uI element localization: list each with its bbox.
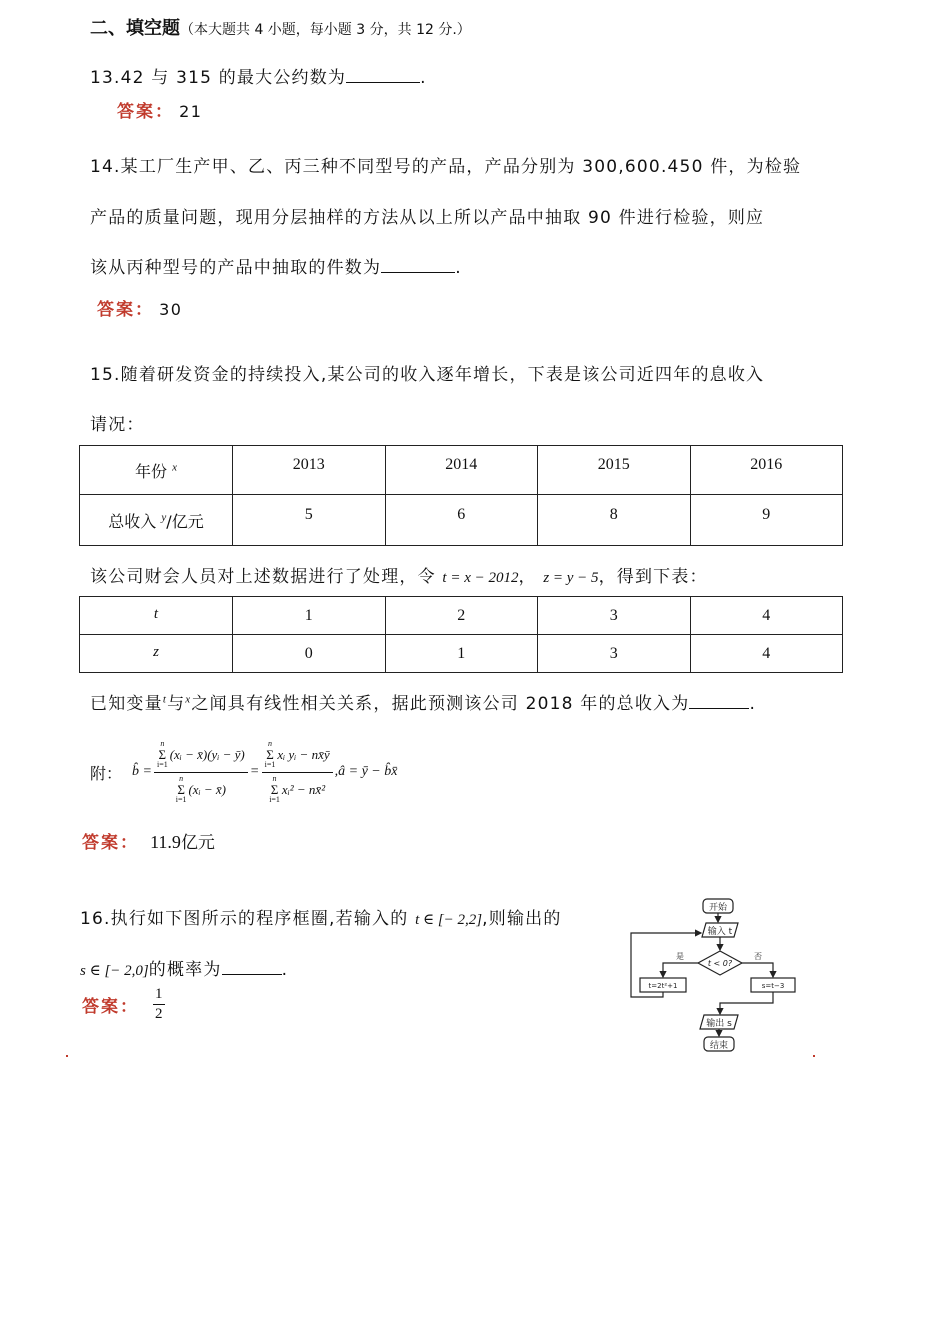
flow-yes-label: 是 bbox=[676, 952, 684, 961]
sum-upper: n bbox=[179, 774, 184, 783]
flow-start-label: 开始 bbox=[708, 903, 728, 913]
corner-mark-left bbox=[66, 1055, 68, 1057]
year-cell: 2013 bbox=[233, 446, 386, 495]
z-cell: 3 bbox=[538, 635, 691, 673]
year-cell: 2014 bbox=[385, 446, 538, 495]
formula-fraction-1 bbox=[154, 740, 248, 804]
summation bbox=[157, 740, 168, 769]
revenue-cell: 9 bbox=[690, 495, 843, 546]
summation bbox=[265, 740, 276, 769]
z-cell: 1 bbox=[385, 635, 538, 673]
transformed-table bbox=[79, 596, 843, 673]
answer-blank bbox=[689, 694, 749, 709]
q16-line-1-suffix: ,则输出的 bbox=[482, 909, 562, 929]
q16-s-range: s ∈ [− 2,0] bbox=[80, 963, 149, 979]
year-var: x bbox=[172, 461, 177, 474]
fraction-2-numerator bbox=[262, 740, 333, 773]
regression-formula bbox=[90, 734, 397, 810]
flow-yes-box-label: t=2t²+1 bbox=[648, 982, 678, 990]
q16-line-2 bbox=[80, 955, 288, 980]
section-note: （本大题共 4 小题，每小题 3 分，共 12 分.） bbox=[180, 22, 471, 38]
flow-end-label: 结束 bbox=[709, 1041, 729, 1051]
question-part-3: 之闻具有线性相关关系，据此预测该公司 2018 年的总收入为 bbox=[191, 694, 690, 714]
transform-sep: ， bbox=[518, 567, 537, 587]
q13-answer bbox=[117, 97, 202, 122]
q16-line-2-suffix: 的概率为 bbox=[148, 960, 222, 980]
fraction-1-denominator bbox=[173, 773, 229, 804]
q14-line-3-text: 该从丙种型号的产品中抽取的件数为 bbox=[90, 258, 382, 278]
fraction-2-den-expr: xᵢ² − nx̄² bbox=[281, 781, 326, 797]
q13-text: 13.42 与 315 的最大公约数为 bbox=[90, 68, 347, 88]
row-header-revenue bbox=[80, 495, 233, 546]
revenue-cell: 5 bbox=[233, 495, 386, 546]
answer-label: 答案： bbox=[82, 833, 139, 853]
sigma-symbol: Σ bbox=[270, 782, 279, 797]
revenue-cell: 6 bbox=[385, 495, 538, 546]
year-cell: 2016 bbox=[690, 446, 843, 495]
fraction-2-denominator bbox=[266, 773, 328, 804]
answer-numerator: 1 bbox=[153, 986, 165, 1005]
sum-upper: n bbox=[160, 739, 165, 748]
q14-answer-value: 30 bbox=[159, 300, 183, 319]
flow-no-label: 否 bbox=[754, 952, 762, 961]
revenue-table bbox=[79, 445, 843, 546]
formula-label: 附： bbox=[90, 763, 123, 783]
transform-prefix: 该公司财会人员对上述数据进行了处理，令 bbox=[90, 567, 436, 587]
sum-lower: i=1 bbox=[156, 760, 168, 769]
summation bbox=[176, 775, 187, 804]
sum-lower: i=1 bbox=[175, 795, 187, 804]
q13-answer-value: 21 bbox=[179, 102, 203, 121]
flow-cond-label: t < 0? bbox=[707, 959, 733, 968]
q14-answer bbox=[97, 295, 182, 320]
revenue-label: 总收入 bbox=[108, 511, 157, 531]
revenue-var: y bbox=[161, 511, 167, 524]
q15-question bbox=[90, 689, 756, 714]
fraction-1-den-expr: (xᵢ − x̄) bbox=[188, 781, 226, 797]
row-header-year bbox=[80, 446, 233, 495]
row-header-z: z bbox=[80, 635, 233, 673]
year-cell: 2015 bbox=[538, 446, 691, 495]
sum-upper: n bbox=[272, 774, 277, 783]
z-definition: z = y − 5 bbox=[543, 570, 599, 586]
sigma-symbol: Σ bbox=[177, 782, 185, 797]
q14-line-1: 14.某工厂生产甲、乙、丙三种不同型号的产品，产品分别为 300,600.450 件，为检验 bbox=[90, 157, 802, 177]
year-label: 年份 bbox=[135, 461, 168, 481]
b-hat: b̂ = bbox=[132, 764, 152, 779]
sigma-symbol: Σ bbox=[158, 747, 167, 762]
revenue-cell: 8 bbox=[538, 495, 691, 546]
section-heading bbox=[90, 14, 471, 40]
var-t: t bbox=[162, 693, 168, 706]
q15-answer-unit: 亿元 bbox=[180, 833, 215, 853]
var-x: x bbox=[185, 693, 192, 706]
sigma-symbol: Σ bbox=[266, 747, 274, 762]
q16-answer bbox=[82, 986, 165, 1023]
z-cell: 4 bbox=[690, 635, 843, 673]
answer-blank bbox=[222, 960, 282, 975]
q14-line-3 bbox=[90, 253, 462, 278]
answer-label: 答案： bbox=[117, 102, 174, 122]
q14-line-2: 产品的质量问题，现用分层抽样的方法从以上所以产品中抽取 90 件进行检验，则应 bbox=[90, 208, 765, 228]
answer-label: 答案： bbox=[97, 300, 154, 320]
sum-lower: i=1 bbox=[264, 760, 276, 769]
q14-period: . bbox=[455, 258, 462, 278]
answer-blank bbox=[381, 258, 455, 273]
flow-input-label: 输入 t bbox=[707, 927, 733, 937]
t-cell: 4 bbox=[690, 597, 843, 635]
summation bbox=[269, 775, 280, 804]
equals-sign: = bbox=[250, 764, 259, 779]
sum-upper: n bbox=[268, 739, 273, 748]
section-title: 二、填空题 bbox=[90, 18, 180, 39]
a-hat-expr: ,â = ȳ − b̂x̄ bbox=[334, 764, 398, 779]
fraction-2-num-expr: xᵢ yᵢ − nx̄ȳ bbox=[277, 746, 330, 762]
t-cell: 3 bbox=[538, 597, 691, 635]
q15-period: . bbox=[749, 694, 757, 714]
t-cell: 1 bbox=[233, 597, 386, 635]
formula-fraction-2 bbox=[262, 740, 333, 804]
q15-line-2: 请况： bbox=[90, 415, 145, 435]
q16-answer-fraction bbox=[153, 986, 165, 1023]
answer-blank bbox=[346, 68, 420, 83]
revenue-unit: /亿元 bbox=[166, 511, 204, 531]
fraction-1-num-expr: (xᵢ − x̄)(yᵢ − ȳ) bbox=[169, 746, 245, 762]
q15-line-1: 15.随着研发资金的持续投入,某公司的收入逐年增长，下表是该公司近四年的息收入 bbox=[90, 365, 765, 385]
t-definition: t = x − 2012 bbox=[442, 570, 519, 586]
q16-period: . bbox=[281, 960, 289, 980]
flow-output-label: 输出 s bbox=[706, 1019, 732, 1029]
fraction-1-numerator bbox=[154, 740, 248, 773]
q13-period: . bbox=[420, 68, 427, 88]
question-13 bbox=[90, 63, 427, 88]
q16-line-1 bbox=[80, 904, 562, 929]
transform-suffix: ，得到下表： bbox=[598, 567, 708, 587]
q15-answer bbox=[82, 828, 215, 853]
t-cell: 2 bbox=[385, 597, 538, 635]
answer-denominator: 2 bbox=[155, 1006, 163, 1022]
sum-lower: i=1 bbox=[269, 795, 280, 804]
corner-mark-right bbox=[813, 1055, 815, 1057]
program-flowchart bbox=[625, 893, 800, 1055]
q15-transform-line bbox=[90, 562, 708, 587]
question-part-1: 已知变量 bbox=[90, 694, 163, 714]
q16-t-range: t ∈ [− 2,2] bbox=[415, 912, 483, 928]
z-cell: 0 bbox=[233, 635, 386, 673]
row-header-t: t bbox=[80, 597, 233, 635]
question-part-2: 与 bbox=[167, 694, 186, 714]
flow-no-box-label: s=t−3 bbox=[761, 982, 785, 990]
q15-answer-number: 11.9 bbox=[150, 832, 181, 852]
answer-label: 答案： bbox=[82, 997, 139, 1017]
q16-line-1-prefix: 16.执行如下图所示的程序框圈,若输入的 bbox=[80, 909, 409, 929]
